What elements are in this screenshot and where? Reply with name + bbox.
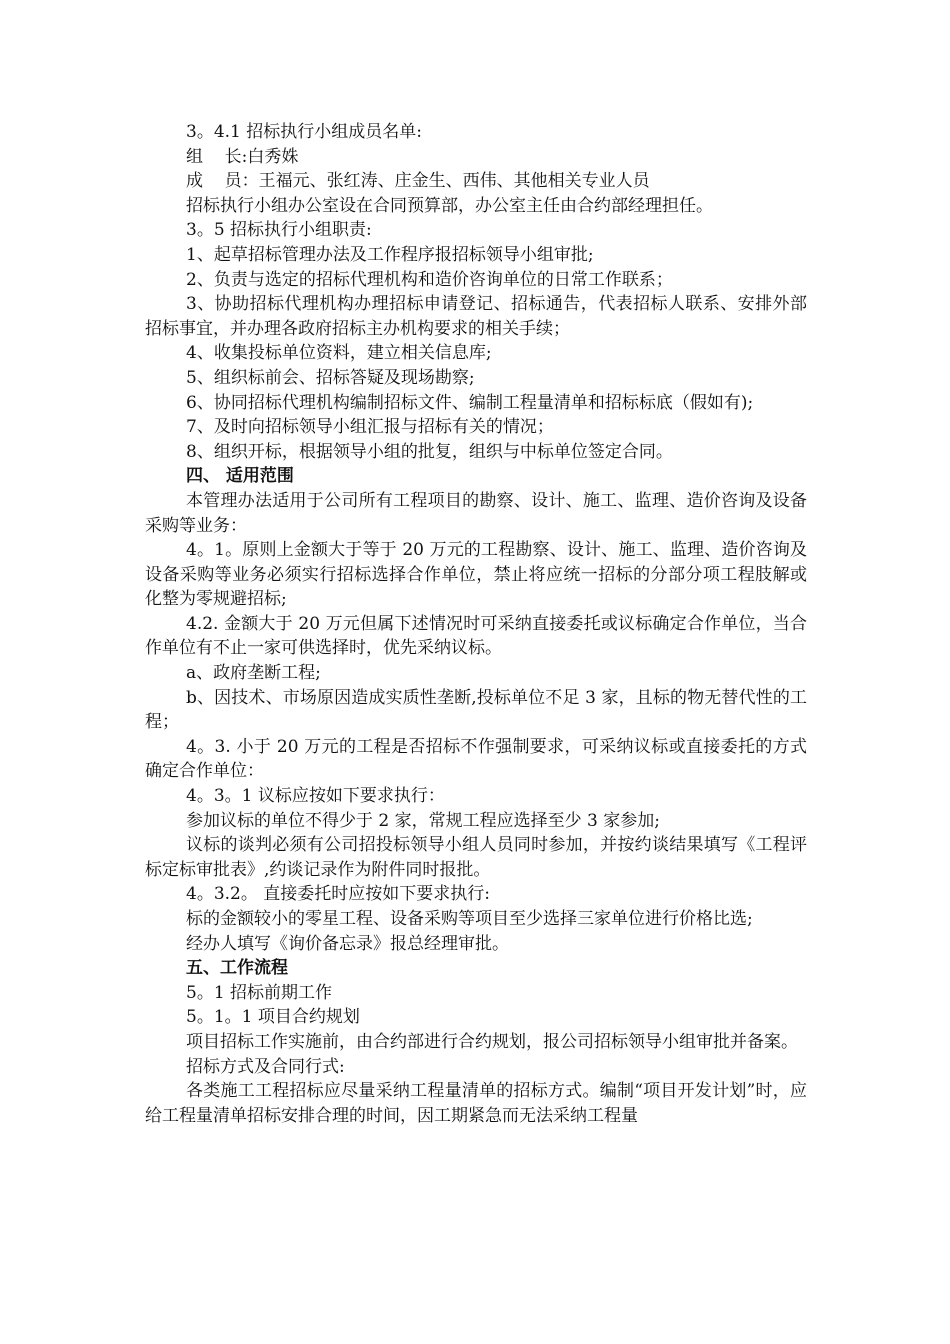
- paragraph: 议标的谈判必须有公司招投标领导小组人员同时参加，并按约谈结果填写《工程评标定标审批表》,约谈记录作为附件同时报批。: [145, 835, 807, 880]
- paragraph: 本管理办法适用于公司所有工程项目的勘察、设计、施工、监理、造价咨询及设备采购等业务：: [145, 490, 807, 536]
- paragraph: 3。5 招标执行小组职责:: [186, 220, 372, 241]
- paragraph: 2、负责与选定的招标代理机构和造价咨询单位的日常工作联系；: [186, 269, 673, 290]
- paragraph: 项目招标工作实施前，由合约部进行合约规划，报公司招标领导小组审批并备案。: [186, 1031, 798, 1052]
- paragraph: 6、协同招标代理机构编制招标文件、编制工程量清单和招标标底（假如有);: [186, 392, 754, 413]
- paragraph: 标的金额较小的零星工程、设备采购等项目至少选择三家单位进行价格比选;: [186, 909, 753, 929]
- paragraph: 4。3。1 议标应按如下要求执行：: [186, 786, 445, 807]
- paragraph: 4。3. 小于 20 万元的工程是否招标不作强制要求，可采纳议标或直接委托的方式确定合作单位：: [145, 736, 807, 782]
- paragraph: 3、协助招标代理机构办理招标申请登记、招标通告，代表招标人联系、安排外部招标事宜，并办理各政府招标主办机构要求的相关手续；: [145, 294, 807, 339]
- section-heading: 五、工作流程: [186, 958, 288, 979]
- paragraph: 5、组织标前会、招标答疑及现场勘察;: [186, 367, 475, 388]
- paragraph: 组 长:白秀姝: [186, 146, 299, 167]
- paragraph: b、因技术、市场原因造成实质性垄断,投标单位不足 3 家，且标的物无替代性的工程；: [145, 687, 807, 733]
- paragraph: 4、收集投标单位资料，建立相关信息库;: [186, 343, 492, 364]
- paragraph: 招标执行小组办公室设在合同预算部，办公室主任由合约部经理担任。: [186, 195, 713, 216]
- document-body: [145, 120, 807, 1128]
- paragraph: 5。1 招标前期工作: [186, 982, 333, 1003]
- paragraph: a、政府垄断工程;: [186, 663, 321, 684]
- paragraph: 8、组织开标，根据领导小组的批复，组织与中标单位签定合同。: [186, 441, 673, 462]
- paragraph: 5。1。1 项目合约规划: [186, 1007, 360, 1028]
- paragraph: 7、及时向招标领导小组汇报与招标有关的情况；: [186, 417, 554, 438]
- paragraph: 1、起草招标管理办法及工作程序报招标领导小组审批;: [186, 244, 594, 265]
- paragraph: 4。1。原则上金额大于等于 20 万元的工程勘察、设计、施工、监理、造价咨询及设备采购等业务必须实行招标选择合作单位，禁止将应统一招标的分部分项工程肢解或化整为零规避招标;: [145, 540, 807, 610]
- paragraph: 经办人填写《询价备忘录》报总经理审批。: [186, 933, 509, 954]
- paragraph: 各类施工工程招标应尽量采纳工程量清单的招标方式。编制“项目开发计划”时，应给工程量清单招标安排合理的时间，因工期紧急而无法采纳工程量: [145, 1081, 807, 1126]
- paragraph: 招标方式及合同行式:: [186, 1056, 345, 1077]
- paragraph: 成 员：王福元、张红涛、庄金生、西伟、其他相关专业人员: [186, 171, 650, 192]
- paragraph: 4.2. 金额大于 20 万元但属下述情况时可采纳直接委托或议标确定合作单位，当合作单位有不止一家可供选择时，优先采纳议标。: [145, 613, 807, 659]
- paragraph: 参加议标的单位不得少于 2 家，常规工程应选择至少 3 家参加;: [186, 810, 660, 831]
- paragraph: 4。3.2。 直接委托时应按如下要求执行:: [186, 884, 490, 905]
- paragraph: 3。4.1 招标执行小组成员名单:: [186, 122, 422, 142]
- section-heading: 四、 适用范围: [186, 466, 294, 487]
